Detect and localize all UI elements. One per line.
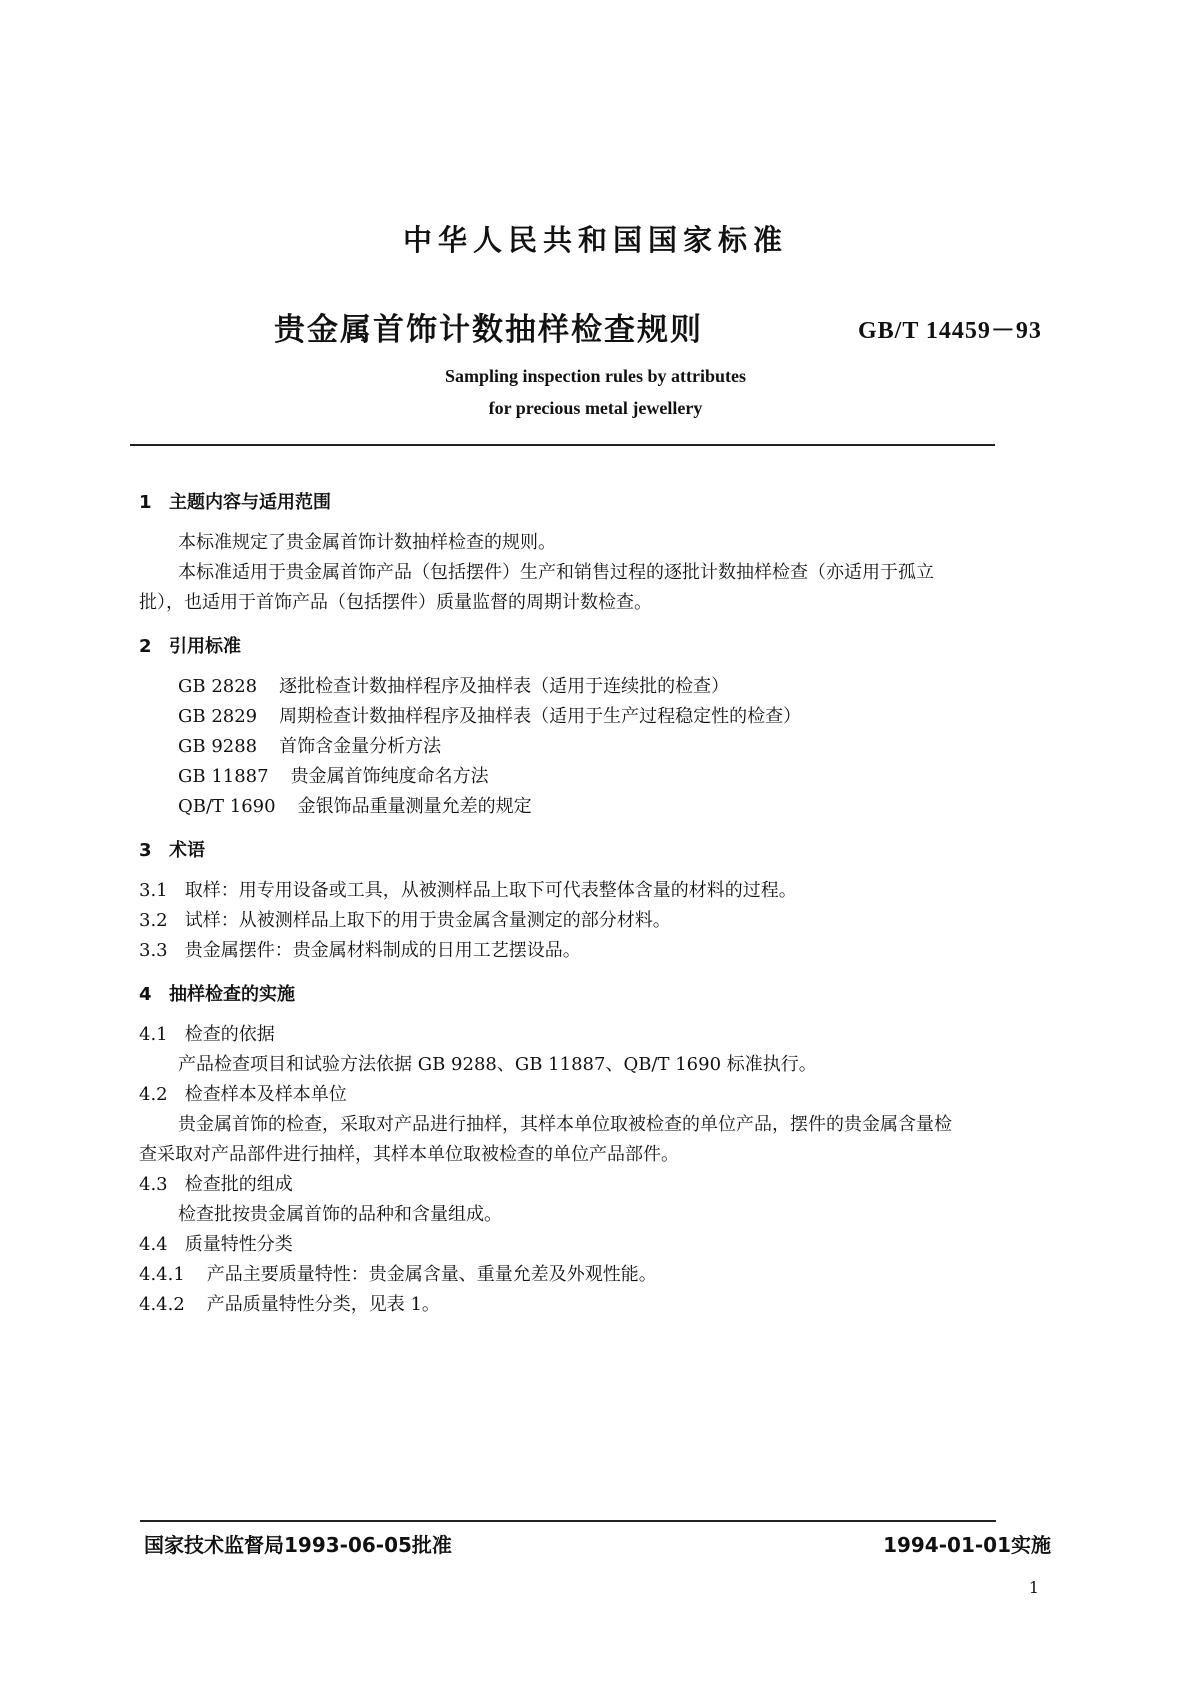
reference-code: GB 2828 [178,676,258,697]
section-1-heading: 1 主题内容与适用范围 [139,492,331,513]
term-item [139,936,581,962]
clause-4-3-title: 4.3 检查批的组成 [139,1174,293,1195]
reference-item [178,732,441,758]
reference-item [178,672,729,698]
clause-4-4-title: 4.4 质量特性分类 [139,1234,293,1255]
term-text: 试样：从被测样品上取下的用于贵金属含量测定的部分材料。 [184,910,671,931]
reference-title: 金银饰品重量测量允差的规定 [297,796,532,817]
section-1-paragraph-1: 本标准规定了贵金属首饰计数抽样检查的规则。 [178,532,556,553]
reference-code: GB 2829 [178,706,258,727]
term-text: 取样：用专用设备或工具，从被测样品上取下可代表整体含量的材料的过程。 [184,880,797,901]
reference-item [178,762,489,788]
reference-code: GB 11887 [178,766,269,787]
approval-line: 国家技术监督局1993-06-05批准 [144,1533,452,1557]
section-1-paragraph-2a: 本标准适用于贵金属首饰产品（包括摆件）生产和销售过程的逐批计数抽样检查（亦适用于孤立 [178,562,934,583]
document-title: 贵金属首饰计数抽样检查规则 [274,312,703,348]
reference-item [178,792,532,818]
standard-number: GB/T 14459－93 [858,318,1042,344]
reference-code: QB/T 1690 [178,796,276,817]
header-divider [130,444,995,446]
reference-title: 首饰含金量分析方法 [279,736,442,757]
clause-4-3-text: 检查批按贵金属首饰的品种和含量组成。 [178,1204,502,1225]
national-standard-heading: 中华人民共和国国家标准 [402,223,788,257]
clause-number: 3.2 [139,910,168,931]
clause-4-2-title: 4.2 检查样本及样本单位 [139,1084,347,1105]
clause-4-4-2: 4.4.2 产品质量特性分类，见表 1。 [139,1294,440,1315]
term-item [139,906,671,932]
reference-title: 逐批检查计数抽样程序及抽样表（适用于连续批的检查） [279,676,730,697]
clause-4-4-1: 4.4.1 产品主要质量特性：贵金属含量、重量允差及外观性能。 [139,1264,657,1285]
english-title-line2: for precious metal jewellery [488,398,703,418]
section-2-heading: 2 引用标准 [139,636,241,657]
reference-title: 贵金属首饰纯度命名方法 [290,766,489,787]
clause-4-2-text-b: 查采取对产品部件进行抽样，其样本单位取被检查的单位产品部件。 [139,1144,679,1165]
clause-4-1-text: 产品检查项目和试验方法依据 GB 9288、GB 11887、QB/T 1690 标准执行。 [178,1054,817,1075]
reference-title: 周期检查计数抽样程序及抽样表（适用于生产过程稳定性的检查） [279,706,802,727]
section-1-paragraph-2b: 批），也适用于首饰产品（包括摆件）质量监督的周期计数检查。 [139,592,652,613]
clause-number: 3.1 [139,880,168,901]
section-4-heading: 4 抽样检查的实施 [139,984,295,1005]
clause-4-1-title: 4.1 检查的依据 [139,1024,275,1045]
implementation-line: 1994-01-01实施 [883,1533,1051,1557]
term-item [139,876,797,902]
english-title-line1: Sampling inspection rules by attributes [444,366,747,386]
page-number: 1 [1028,1578,1039,1597]
footer-divider [140,1520,996,1522]
term-text: 贵金属摆件：贵金属材料制成的日用工艺摆设品。 [184,940,581,961]
clause-4-2-text-a: 贵金属首饰的检查，采取对产品进行抽样，其样本单位取被检查的单位产品，摆件的贵金属含量检 [178,1114,952,1135]
reference-item [178,702,801,728]
reference-code: GB 9288 [178,736,258,757]
section-3-heading: 3 术语 [139,840,205,861]
clause-number: 3.3 [139,940,168,961]
